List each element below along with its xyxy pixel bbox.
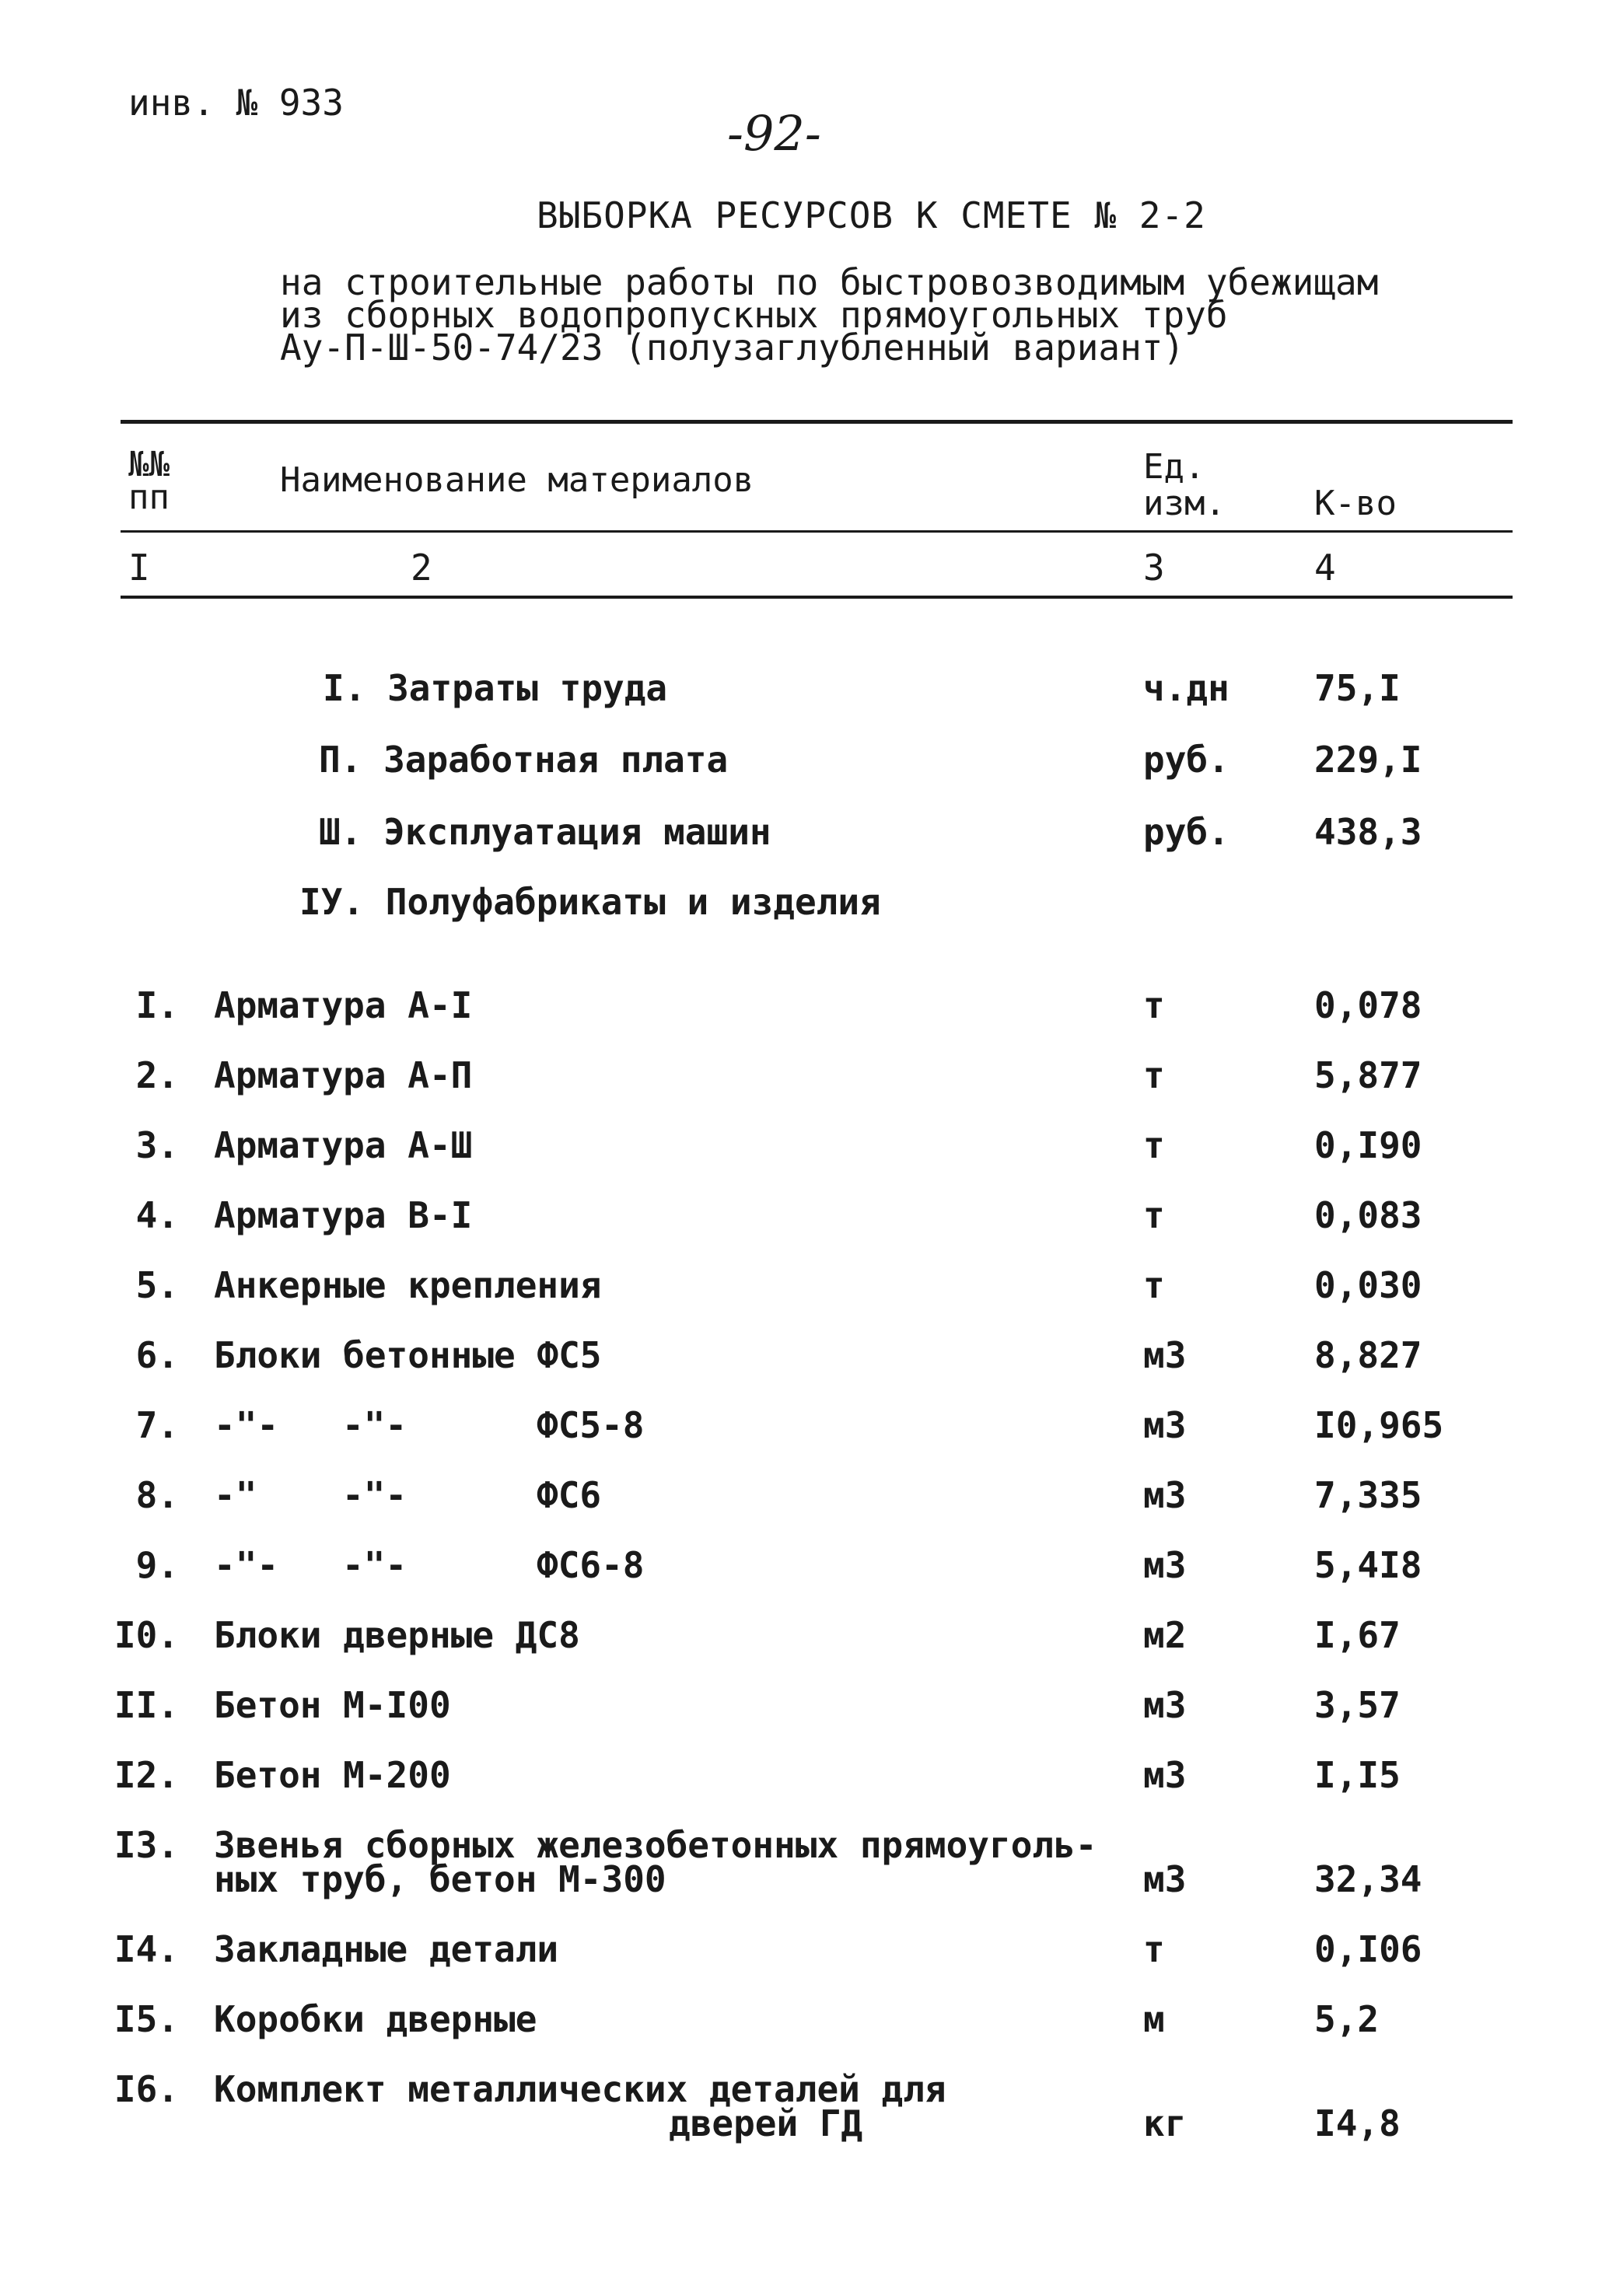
item-mark: ФС6	[537, 1474, 602, 1516]
item-name: Бетон М-200	[214, 1754, 451, 1796]
item-unit: м2	[1143, 1614, 1187, 1656]
item-unit: т	[1143, 1928, 1165, 1970]
item-unit: м3	[1143, 1474, 1187, 1516]
table-row	[0, 2068, 1616, 2161]
item-number: 6.	[135, 1334, 179, 1376]
column-numbers-rule	[121, 596, 1513, 599]
table-row	[0, 1684, 1616, 1746]
table-row	[0, 1264, 1616, 1326]
item-name: Коробки дверные	[214, 1998, 537, 2040]
ditto-mark: -"-	[342, 1474, 407, 1516]
item-name: Блоки дверные ДС8	[214, 1614, 580, 1656]
item-quantity: I4,8	[1314, 2102, 1401, 2144]
item-mark: ФС5-8	[537, 1404, 645, 1446]
item-unit: м3	[1143, 1544, 1187, 1586]
subtitle-line-1: на строительные работы по быстровозводимым убежищам	[280, 261, 1379, 303]
ditto-mark: -"-	[342, 1404, 407, 1446]
subtitle-line-3: Ау-П-Ш-50-74/23 (полузаглубленный вариант)	[280, 327, 1185, 369]
item-number: I4.	[114, 1928, 179, 1970]
item-number: 4.	[135, 1194, 179, 1236]
item-quantity: 0,083	[1314, 1194, 1422, 1236]
item-name: Арматура В-I	[214, 1194, 473, 1236]
item-unit: т	[1143, 1124, 1165, 1166]
table-top-rule	[121, 420, 1513, 424]
item-quantity: 0,I06	[1314, 1928, 1422, 1970]
item-name: Арматура А-П	[214, 1054, 473, 1096]
ditto-mark: -"-	[214, 1544, 279, 1586]
section-label: П. Заработная плата	[319, 739, 729, 781]
item-quantity: 0,078	[1314, 984, 1422, 1026]
item-number: I.	[135, 984, 179, 1026]
column-number-2: 2	[411, 547, 432, 589]
table-row	[0, 1998, 1616, 2060]
item-quantity: 3,57	[1314, 1684, 1401, 1726]
header-number-line1: №№	[128, 445, 170, 484]
ditto-mark: -"-	[214, 1404, 279, 1446]
item-unit: м3	[1143, 1404, 1187, 1446]
section-unit: ч.дн	[1143, 667, 1229, 709]
item-name: Блоки бетонные ФС5	[214, 1334, 602, 1376]
table-row	[0, 1614, 1616, 1676]
section-row	[0, 881, 1616, 943]
section-unit: руб.	[1143, 739, 1229, 781]
section-row	[0, 811, 1616, 873]
section-quantity: 75,I	[1314, 667, 1401, 709]
header-divider-rule	[121, 530, 1513, 533]
item-quantity: 5,2	[1314, 1998, 1380, 2040]
item-unit: т	[1143, 1264, 1165, 1306]
table-row	[0, 1124, 1616, 1186]
item-unit: м3	[1143, 1334, 1187, 1376]
item-mark: ФС6-8	[537, 1544, 645, 1586]
table-row	[0, 1404, 1616, 1466]
section-unit: руб.	[1143, 811, 1229, 853]
column-number-1: I	[128, 547, 150, 589]
item-number: 9.	[135, 1544, 179, 1586]
header-quantity: К-во	[1314, 484, 1397, 523]
item-unit: т	[1143, 1054, 1165, 1096]
item-number: II.	[114, 1684, 179, 1726]
item-name: Звенья сборных железобетонных прямоуголь-	[214, 1824, 1097, 1866]
document-title: ВЫБОРКА РЕСУРСОВ К СМЕТЕ № 2-2	[537, 194, 1206, 236]
item-number: 7.	[135, 1404, 179, 1446]
header-material-name: Наименование материалов	[280, 460, 754, 500]
column-number-3: 3	[1143, 547, 1165, 589]
item-name: Бетон М-I00	[214, 1684, 451, 1726]
item-number: 5.	[135, 1264, 179, 1306]
section-label: IУ. Полуфабрикаты и изделия	[299, 881, 881, 923]
item-quantity: I,67	[1314, 1614, 1401, 1656]
section-row	[0, 667, 1616, 729]
inventory-number: инв. № 933	[128, 82, 344, 124]
item-name: Арматура А-Ш	[214, 1124, 473, 1166]
ditto-mark: -"	[214, 1474, 257, 1516]
table-row	[0, 1334, 1616, 1396]
table-row	[0, 1544, 1616, 1606]
table-row	[0, 1824, 1616, 1917]
item-unit: м3	[1143, 1684, 1187, 1726]
header-unit-line2: изм.	[1143, 484, 1226, 523]
item-number: I6.	[114, 2068, 179, 2110]
item-name-continued: ных труб, бетон М-300	[214, 1858, 666, 1900]
section-label: I. Затраты труда	[323, 667, 668, 709]
item-number: 2.	[135, 1054, 179, 1096]
item-quantity: 5,877	[1314, 1054, 1422, 1096]
item-quantity: 7,335	[1314, 1474, 1422, 1516]
item-quantity: I0,965	[1314, 1404, 1444, 1446]
table-row	[0, 1054, 1616, 1117]
item-unit: м	[1143, 1998, 1165, 2040]
item-unit: м3	[1143, 1858, 1187, 1900]
ditto-mark: -"-	[342, 1544, 407, 1586]
section-row	[0, 739, 1616, 801]
item-quantity: 0,I90	[1314, 1124, 1422, 1166]
table-row	[0, 984, 1616, 1047]
item-quantity: 5,4I8	[1314, 1544, 1422, 1586]
header-number-line2: пп	[128, 477, 170, 517]
table-row	[0, 1474, 1616, 1536]
column-number-4: 4	[1314, 547, 1336, 589]
table-row	[0, 1754, 1616, 1816]
item-name: Закладные детали	[214, 1928, 559, 1970]
page-number: -92-	[727, 105, 821, 162]
subtitle-line-2: из сборных водопропускных прямоугольных труб	[280, 294, 1228, 336]
item-name: Арматура А-I	[214, 984, 473, 1026]
item-unit: м3	[1143, 1754, 1187, 1796]
item-number: 8.	[135, 1474, 179, 1516]
item-quantity: 8,827	[1314, 1334, 1422, 1376]
item-quantity: I,I5	[1314, 1754, 1401, 1796]
item-name: Анкерные крепления	[214, 1264, 602, 1306]
item-number: I3.	[114, 1824, 179, 1866]
item-unit: кг	[1143, 2102, 1187, 2144]
header-unit-line1: Ед.	[1143, 447, 1205, 487]
section-quantity: 229,I	[1314, 739, 1422, 781]
item-number: I5.	[114, 1998, 179, 2040]
item-unit: т	[1143, 1194, 1165, 1236]
item-unit: т	[1143, 984, 1165, 1026]
item-quantity: 32,34	[1314, 1858, 1422, 1900]
table-row	[0, 1928, 1616, 1990]
item-number: I2.	[114, 1754, 179, 1796]
item-name: Комплект металлических деталей для	[214, 2068, 946, 2110]
table-row	[0, 1194, 1616, 1256]
item-number: 3.	[135, 1124, 179, 1166]
section-label: Ш. Эксплуатация машин	[319, 811, 771, 853]
item-name-continued: дверей ГД	[669, 2102, 863, 2144]
section-quantity: 438,3	[1314, 811, 1422, 853]
item-quantity: 0,030	[1314, 1264, 1422, 1306]
item-number: I0.	[114, 1614, 179, 1656]
